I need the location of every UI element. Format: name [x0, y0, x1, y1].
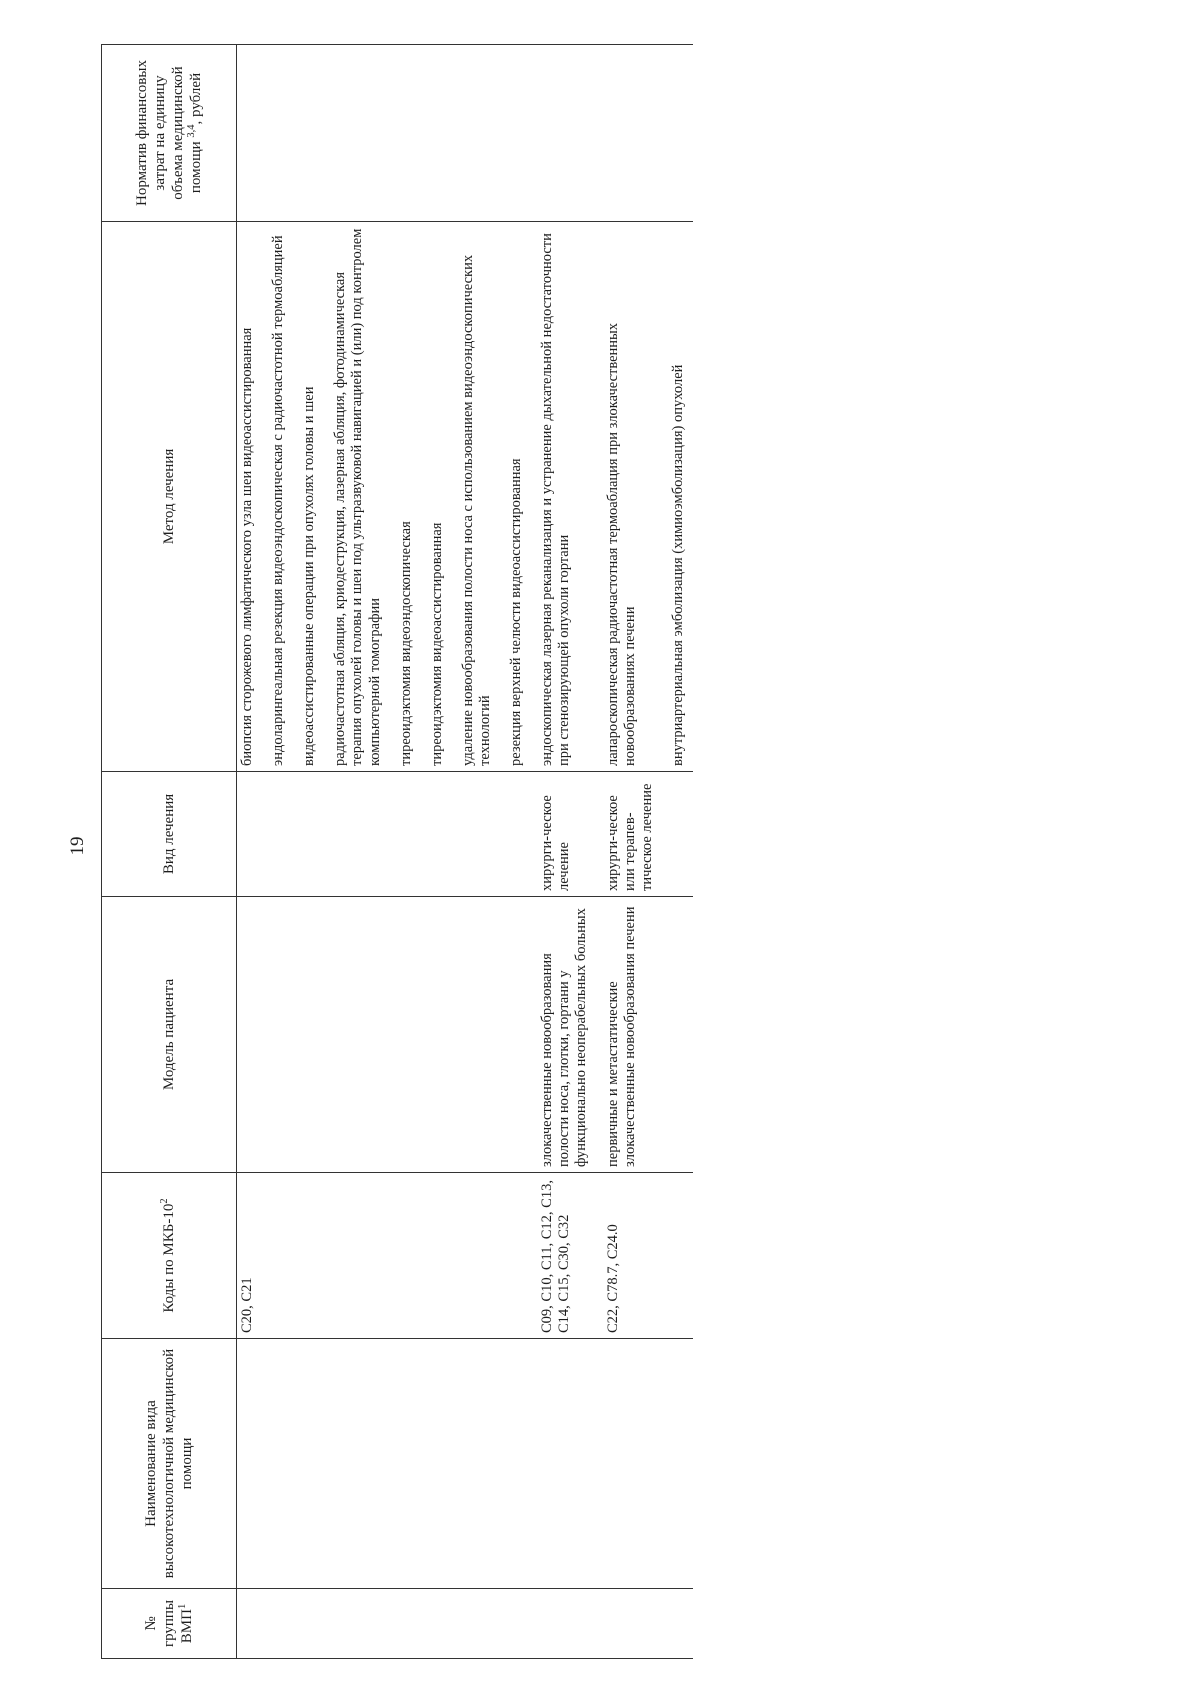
- cell-group-no: [668, 1589, 689, 1659]
- cell-icd-codes: C20, C21: [237, 1173, 259, 1339]
- cell-treatment-type: [237, 772, 259, 897]
- cell-method: эндоскопическая лазерная реканализация и устранение дыхательной недостаточности при стенозирующей опухоли гортани: [537, 222, 592, 772]
- cell-group-no: [330, 1589, 385, 1659]
- cell-group-no: [537, 1589, 592, 1659]
- cell-method: резекция верхней челюсти видеоассистированная: [506, 222, 527, 772]
- cell-name: [427, 1339, 448, 1589]
- cell-icd-codes: [299, 1173, 320, 1339]
- cell-icd-codes: [427, 1173, 448, 1339]
- cell-norm: [537, 45, 592, 222]
- cell-norm: [237, 45, 259, 222]
- cell-norm: [603, 45, 658, 222]
- header-method: Метод лечения: [102, 222, 237, 772]
- table-row: [537, 45, 592, 1659]
- table-row: [237, 45, 259, 1659]
- cell-group-no: [396, 1589, 417, 1659]
- cell-group-no: [268, 1589, 289, 1659]
- cell-treatment-type: хирурги-ческое или терапев-тическое лечение: [603, 772, 658, 897]
- table-row: [458, 45, 496, 1659]
- cell-icd-codes: [506, 1173, 527, 1339]
- cell-group-no: [506, 1589, 527, 1659]
- cell-method: видеоассистированные операции при опухолях головы и шеи: [299, 222, 320, 772]
- cell-method: биопсия сторожевого лимфатического узла шеи видеоассистированная: [237, 222, 259, 772]
- cell-treatment-type: [458, 772, 496, 897]
- cell-treatment-type: [396, 772, 417, 897]
- table-row: [299, 45, 320, 1659]
- cell-group-no: [458, 1589, 496, 1659]
- cell-name: [458, 1339, 496, 1589]
- cell-method: тиреоидэктомия видеоассистированная: [427, 222, 448, 772]
- cell-group-no: [299, 1589, 320, 1659]
- header-name: Наименование вида высокотехнологичной медицинской помощи: [102, 1339, 237, 1589]
- cell-name: [603, 1339, 658, 1589]
- cell-treatment-type: [268, 772, 289, 897]
- header-norm: Норматив финансовых затрат на единицу объема медицинской помощи $^{3,4}$, рублей: [102, 45, 237, 222]
- cell-patient-model: первичные и метастатические злокачественные новообразования печени: [603, 897, 658, 1173]
- cell-patient-model: [299, 897, 320, 1173]
- cell-treatment-type: [506, 772, 527, 897]
- table-body: [237, 45, 693, 1659]
- cell-icd-codes: [330, 1173, 385, 1339]
- cell-name: [268, 1339, 289, 1589]
- cell-treatment-type: [427, 772, 448, 897]
- cell-norm: [427, 45, 448, 222]
- table-row: [268, 45, 289, 1659]
- cell-icd-codes: C22, C78.7, C24.0: [603, 1173, 658, 1339]
- cell-group-no: [237, 1589, 259, 1659]
- table-row: [427, 45, 448, 1659]
- cell-method: тиреоидэктомия видеоэндоскопическая: [396, 222, 417, 772]
- cell-name: [299, 1339, 320, 1589]
- cell-icd-codes: C09, C10, C11, C12, C13, C14, C15, C30, C32: [537, 1173, 592, 1339]
- cell-patient-model: [458, 897, 496, 1173]
- cell-patient-model: [268, 897, 289, 1173]
- cell-icd-codes: [458, 1173, 496, 1339]
- header-treatment-type: Вид лечения: [102, 772, 237, 897]
- cell-treatment-type: хирурги-ческое лечение: [537, 772, 592, 897]
- table-row: [396, 45, 417, 1659]
- cell-name: [396, 1339, 417, 1589]
- cell-treatment-type: [668, 772, 689, 897]
- cell-method: радиочастотная абляция, криодеструкция, лазерная абляция, фотодинамическая терапия опухолей головы и шеи под ультразвуковой навигацией и (или) под контролем компьютерной томографии: [330, 222, 385, 772]
- table-row: [603, 45, 658, 1659]
- table-row: [506, 45, 527, 1659]
- header-icd-codes: Коды по МКБ-$10^2$: [102, 1173, 237, 1339]
- cell-group-no: [603, 1589, 658, 1659]
- cell-norm: [668, 45, 689, 222]
- header-patient-model: Модель пациента: [102, 897, 237, 1173]
- cell-name: [237, 1339, 259, 1589]
- cell-patient-model: [330, 897, 385, 1173]
- table-row: [668, 45, 689, 1659]
- cell-patient-model: [427, 897, 448, 1173]
- cell-name: [668, 1339, 689, 1589]
- header-group-no: № группы ВМП$^1$: [102, 1589, 237, 1659]
- cell-norm: [268, 45, 289, 222]
- page-number: 19: [67, 836, 88, 856]
- cell-method: лапароскопическая радиочастотная термоаблация при злокачественных новообразованиях печени: [603, 222, 658, 772]
- cell-icd-codes: [396, 1173, 417, 1339]
- cell-norm: [299, 45, 320, 222]
- document-page: [101, 45, 1164, 1659]
- cell-treatment-type: [299, 772, 320, 897]
- cell-patient-model: [668, 897, 689, 1173]
- cell-norm: [330, 45, 385, 222]
- cell-norm: [506, 45, 527, 222]
- treatment-table: [101, 44, 693, 1659]
- table-row: [330, 45, 385, 1659]
- cell-method: внутриартериальная эмболизация (химиоэмболизация) опухолей: [668, 222, 689, 772]
- cell-icd-codes: [668, 1173, 689, 1339]
- table-header-row: [102, 45, 237, 1659]
- cell-patient-model: [237, 897, 259, 1173]
- cell-method: удаление новообразования полости носа с использованием видеоэндоскопических технологий: [458, 222, 496, 772]
- cell-name: [506, 1339, 527, 1589]
- cell-patient-model: [396, 897, 417, 1173]
- cell-patient-model: злокачественные новообразования полости носа, глотки, гортани у функционально неоперабельных больных: [537, 897, 592, 1173]
- cell-name: [537, 1339, 592, 1589]
- cell-icd-codes: [268, 1173, 289, 1339]
- cell-method: эндоларингеальная резекция видеоэндоскопическая с радиочастотной термоабляцией: [268, 222, 289, 772]
- cell-norm: [458, 45, 496, 222]
- cell-name: [330, 1339, 385, 1589]
- cell-norm: [396, 45, 417, 222]
- cell-patient-model: [506, 897, 527, 1173]
- cell-group-no: [427, 1589, 448, 1659]
- cell-treatment-type: [330, 772, 385, 897]
